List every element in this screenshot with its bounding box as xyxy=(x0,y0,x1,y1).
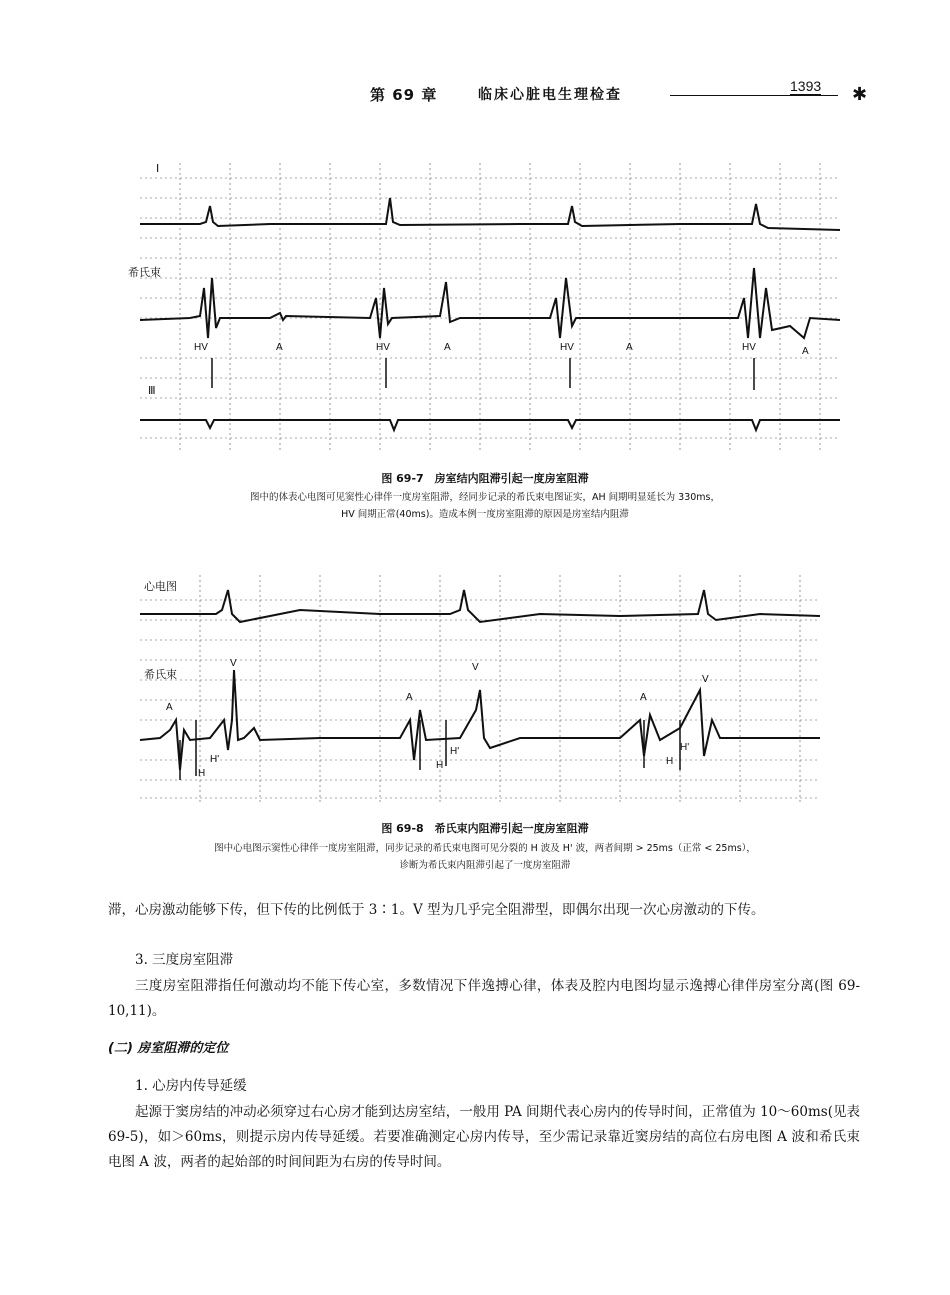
figure-69-8-title: 图 69-8 希氏束内阻滞引起一度房室阻滞 xyxy=(381,822,589,835)
figure-69-7-tracing xyxy=(120,158,850,458)
a-mark-1: A xyxy=(166,702,173,713)
his-bundle-trace xyxy=(140,268,840,338)
hv-mark-2: HV xyxy=(376,342,390,353)
figure-69-7-title: 图 69-7 房室结内阻滞引起一度房室阻滞 xyxy=(381,472,589,485)
star-icon: ✱ xyxy=(852,84,868,105)
chapter-title: 临床心脏电生理检查 xyxy=(478,87,622,103)
lead-I-trace xyxy=(140,198,840,230)
ecg-trace xyxy=(140,590,820,622)
h-prime-mark-3: H' xyxy=(680,742,690,753)
hv-mark-4: HV xyxy=(742,342,756,353)
page-number: 1393 xyxy=(790,78,822,94)
chapter-number: 第 69 章 xyxy=(370,86,438,104)
paragraph-1: 滞，心房激动能够下传，但下传的比例低于 3∶1。V 型为几乎完全阻滞型，即偶尔出现一次心房激动的下传。 xyxy=(108,902,765,918)
figure-69-8-tracing xyxy=(120,570,830,810)
v-mark-1: V xyxy=(230,658,237,669)
header-rule xyxy=(670,95,838,96)
lead-III-label: Ⅲ xyxy=(148,384,156,397)
a-mark-2: A xyxy=(444,342,451,353)
section-heading: (二) 房室阻滞的定位 xyxy=(108,1041,229,1056)
v-mark-3: V xyxy=(702,674,709,685)
lead-III-trace xyxy=(140,420,840,430)
hv-mark-1: HV xyxy=(194,342,208,353)
figure-69-7-caption-line-1: 图中的体表心电图可见窦性心律伴一度房室阻滞，经同步记录的希氏束电图证实，AH 间期明显延长为 330ms， xyxy=(249,492,721,503)
running-header xyxy=(370,78,890,105)
h-mark-3: H xyxy=(666,756,674,767)
hv-mark-3: HV xyxy=(560,342,574,353)
a-mark-3: A xyxy=(640,692,647,703)
heading-atrial-conduction: 1. 心房内传导延缓 xyxy=(135,1078,247,1094)
lead-ecg-label: 心电图 xyxy=(144,580,177,593)
figure-69-7 xyxy=(120,158,850,458)
v-mark-2: V xyxy=(472,662,479,673)
grid xyxy=(140,163,840,453)
h-prime-mark-2: H' xyxy=(450,746,460,757)
figure-69-8-caption-line-1: 图中心电图示窦性心律伴一度房室阻滞，同步记录的希氏束电图可见分裂的 H 波及 H' 波，两者间期 > 25ms（正常 < 25ms）， xyxy=(214,843,756,854)
h-prime-mark-1: H' xyxy=(210,754,220,765)
a-mark-3: A xyxy=(626,342,633,353)
h-mark-2: H xyxy=(436,760,444,771)
figure-69-7-caption-line-2: HV 间期正常(40ms)。造成本例一度房室阻滞的原因是房室结内阻滞 xyxy=(341,509,629,520)
a-mark-1: A xyxy=(276,342,283,353)
figure-69-8 xyxy=(120,570,830,810)
paragraph-3: 起源于窦房结的冲动必须穿过右心房才能到达房室结，一般用 PA 间期代表心房内的传导时间，正常值为 10～60ms(见表 69-5)，如＞60ms，则提示房内传导延缓。若要准确测定心房内传导，至少需记录靠近窦房结的高位右房电图 A 波和希氏束电图 A 波，两者的起始部的时间间距为右房的传导时间。 xyxy=(108,1104,860,1170)
a-mark-4: A xyxy=(802,346,809,357)
a-mark-2: A xyxy=(406,692,413,703)
lead-his-label-2: 希氏束 xyxy=(144,668,177,681)
h-mark-1: H xyxy=(198,768,206,779)
heading-3rd-degree: 3. 三度房室阻滞 xyxy=(135,952,234,968)
paragraph-2: 三度房室阻滞指任何激动均不能下传心室，多数情况下伴逸搏心律，体表及腔内电图均显示逸搏心律伴房室分离(图 69-10,11)。 xyxy=(108,978,860,1019)
lead-I-label: I xyxy=(156,162,160,175)
figure-69-8-caption-line-2: 诊断为希氏束内阻滞引起了一度房室阻滞 xyxy=(399,860,571,871)
lead-his-label: 希氏束 xyxy=(128,266,161,279)
